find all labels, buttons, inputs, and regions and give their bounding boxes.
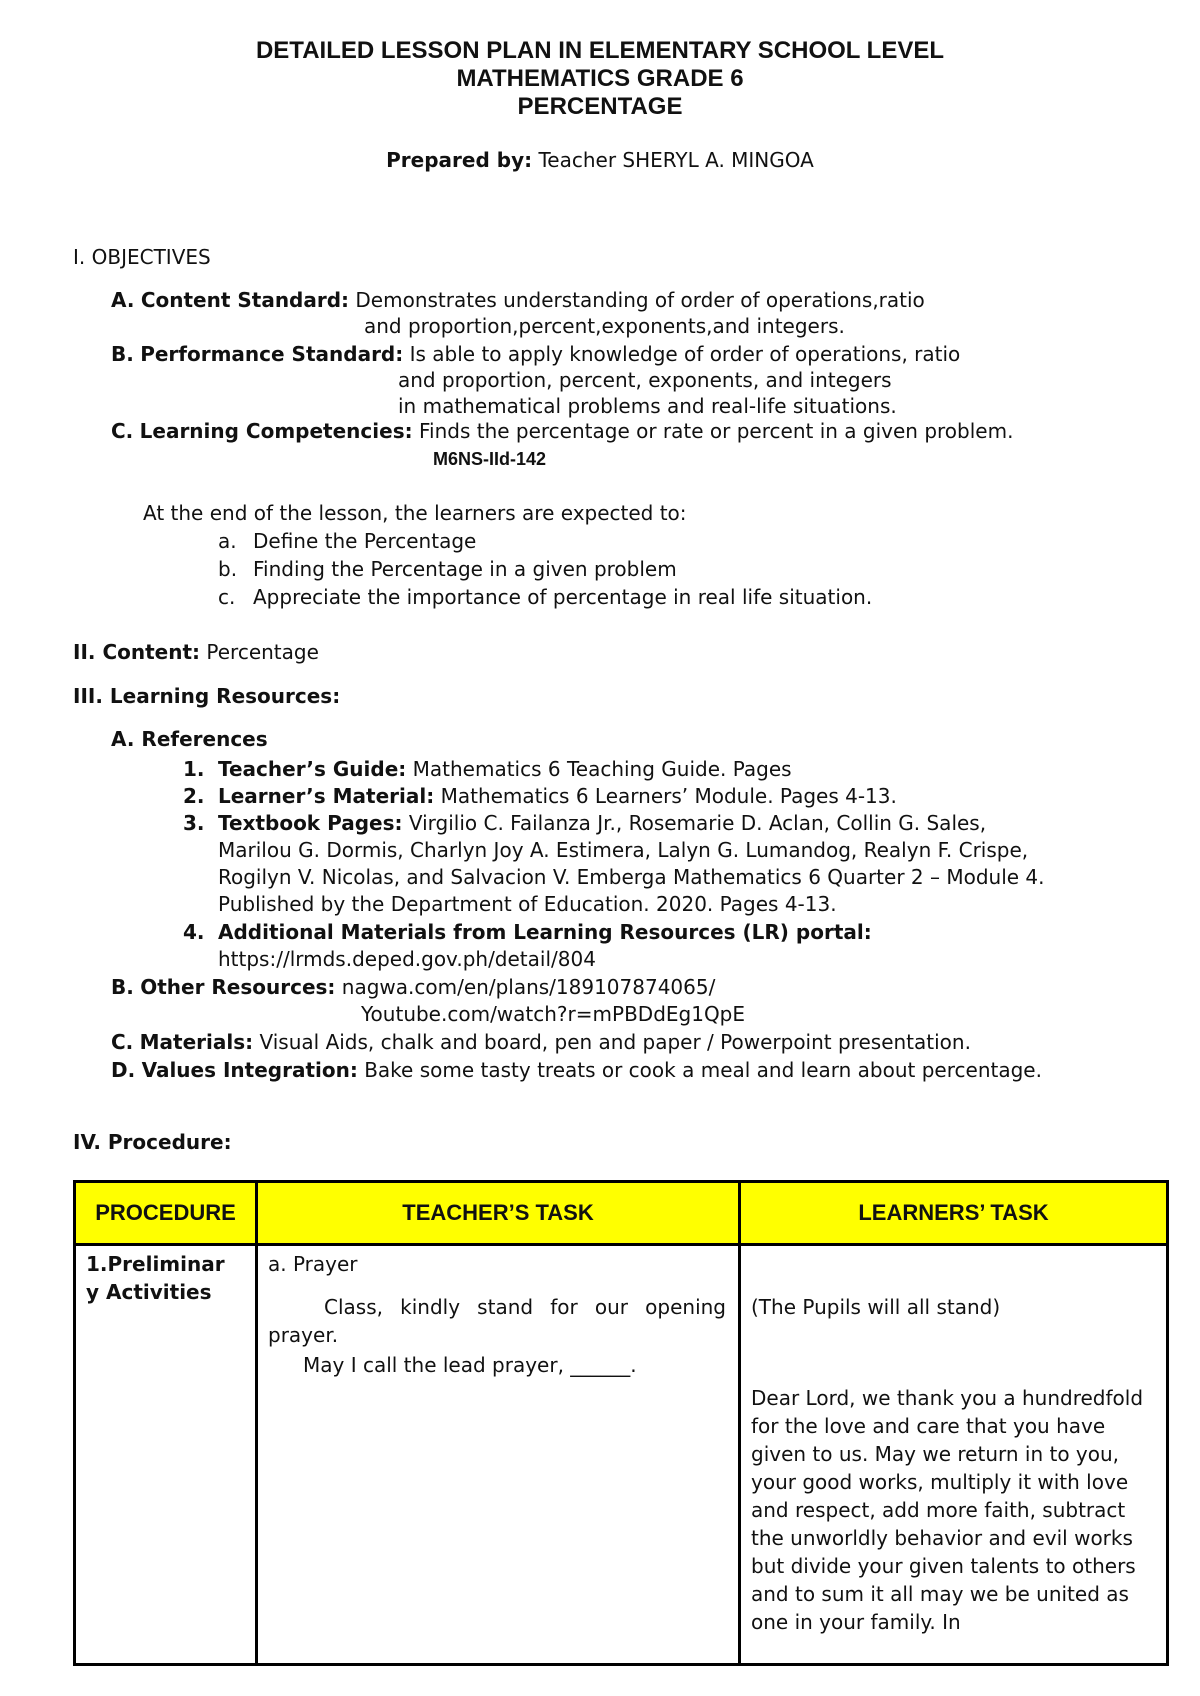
values-label: Values Integration: [141,1058,358,1082]
ref3-num: 3. [183,811,205,835]
header-procedure: PROCEDURE [75,1182,257,1245]
materials-value: Visual Aids, chalk and board, pen and paper / Powerpoint presentation. [259,1030,971,1054]
ref3-line4: Published by the Department of Education. 2020. Pages 4-13. [218,892,837,916]
content-value: Percentage [206,640,319,664]
ref3-line1: Virgilio C. Failanza Jr., Rosemarie D. Aclan, Collin G. Sales, [408,811,987,835]
ref3 [218,811,986,835]
performance-standard-label: Performance Standard: [140,342,404,366]
ref4-link[interactable]: https://lrmds.deped.gov.ph/detail/804 [218,947,596,971]
teacher-prayer-instruction: Class, kindly stand for our opening prayer. [268,1295,726,1347]
ref3-label: Textbook Pages: [218,811,403,835]
content-label: II. Content: [73,640,201,664]
other-link-2[interactable]: Youtube.com/watch?r=mPBDdEg1QpE [361,1002,746,1026]
other-link-1[interactable]: nagwa.com/en/plans/189107874065/ [341,975,716,999]
procedure-cell [75,1245,257,1665]
ref2 [218,784,897,808]
procedure-line-1: 1.Preliminar [86,1252,225,1276]
references-letter: A. [111,727,135,751]
competency-code: M6NS-IId-142 [433,449,547,469]
ref1-label: Teacher’s Guide: [218,757,407,781]
other-resources [111,975,715,999]
ref4-num: 4. [183,920,205,944]
performance-standard-line2: and proportion, percent, exponents, and integers [398,368,892,392]
materials-label: Materials: [139,1030,254,1054]
header-teachers-task: TEACHER’S TASK [257,1182,740,1245]
objective-item-b: Finding the Percentage in a given problem [253,557,677,581]
teacher-prayer-label: a. Prayer [268,1252,358,1276]
materials [111,1030,971,1054]
title-line-2: MATHEMATICS GRADE 6 [456,65,744,92]
references-label: References [141,727,268,751]
performance-standard-letter: B. [111,342,134,366]
other-label: Other Resources: [140,975,336,999]
title-line-3: PERCENTAGE [517,93,683,120]
competencies-label: Learning Competencies: [139,419,413,443]
header-learners-task: LEARNERS’ TASK [740,1182,1168,1245]
teacher-call-leader: May I call the lead prayer, ______. [303,1353,637,1377]
procedure-line-2: y Activities [86,1280,212,1304]
content-standard-line2: and proportion,percent,exponents,and integers. [364,314,845,338]
objective-item-letter-a: a. [218,529,237,553]
prepared-by [0,148,1200,172]
values-value: Bake some tasty treats or cook a meal and learn about percentage. [364,1058,1042,1082]
ref1-num: 1. [183,757,205,781]
objective-item-letter-b: b. [218,557,238,581]
ref2-label: Learner’s Material: [218,784,435,808]
competencies-letter: C. [111,419,134,443]
content-standard-line1: Demonstrates understanding of order of operations,ratio [355,288,925,312]
learner-prayer-text: Dear Lord, we thank you a hundredfold for the love and care that you have given to us. May we return in to you, your good works, multiply it with love and respect, add more faith, subtract the unworldly behavior and evil works but divide your given talents to others and to sum it all may we be united as one in your family. In [751,1386,1144,1634]
title-line-1: DETAILED LESSON PLAN IN ELEMENTARY SCHOOL LEVEL [255,37,945,64]
table-row [75,1245,1168,1665]
prepared-value: Teacher SHERYL A. MINGOA [538,148,814,172]
learner-stand: (The Pupils will all stand) [751,1295,1001,1319]
prepared-label: Prepared by: [386,148,533,172]
ref1-value: Mathematics 6 Teaching Guide. Pages [412,757,792,781]
ref2-value: Mathematics 6 Learners’ Module. Pages 4-13. [440,784,897,808]
performance-standard-line3: in mathematical problems and real-life situations. [398,394,897,418]
values-integration [111,1058,1042,1082]
performance-standard [111,342,960,366]
content-section [73,640,319,664]
ref3-line3: Rogilyn V. Nicolas, and Salvacion V. Emberga Mathematics 6 Quarter 2 – Module 4. [218,865,1045,889]
content-standard [111,288,925,312]
teacher-task-cell [257,1245,740,1665]
procedure-table [73,1180,1169,1666]
ref4-label: Additional Materials from Learning Resources (LR) portal: [218,920,872,944]
ref2-num: 2. [183,784,205,808]
procedure-table-header [75,1182,1168,1245]
ref1 [218,757,792,781]
competencies-text: Finds the percentage or rate or percent in a given problem. [418,419,1014,443]
content-standard-label: Content Standard: [140,288,350,312]
values-letter: D. [111,1058,136,1082]
objective-item-a: Define the Percentage [253,529,477,553]
references-heading [111,727,268,751]
materials-letter: C. [111,1030,134,1054]
objectives-intro: At the end of the lesson, the learners are expected to: [143,501,687,525]
content-standard-letter: A. [111,288,135,312]
objectives-heading: I. OBJECTIVES [73,245,211,269]
performance-standard-line1: Is able to apply knowledge of order of operations, ratio [409,342,961,366]
learning-competencies [111,419,1013,443]
learner-task-cell [740,1245,1168,1665]
procedure-heading: IV. Procedure: [73,1130,232,1154]
resources-heading: III. Learning Resources: [73,684,341,708]
ref3-line2: Marilou G. Dormis, Charlyn Joy A. Estimera, Lalyn G. Lumandog, Realyn F. Crispe, [218,838,1029,862]
objective-item-letter-c: c. [218,585,236,609]
objective-item-c: Appreciate the importance of percentage in real life situation. [253,585,873,609]
other-letter: B. [111,975,134,999]
